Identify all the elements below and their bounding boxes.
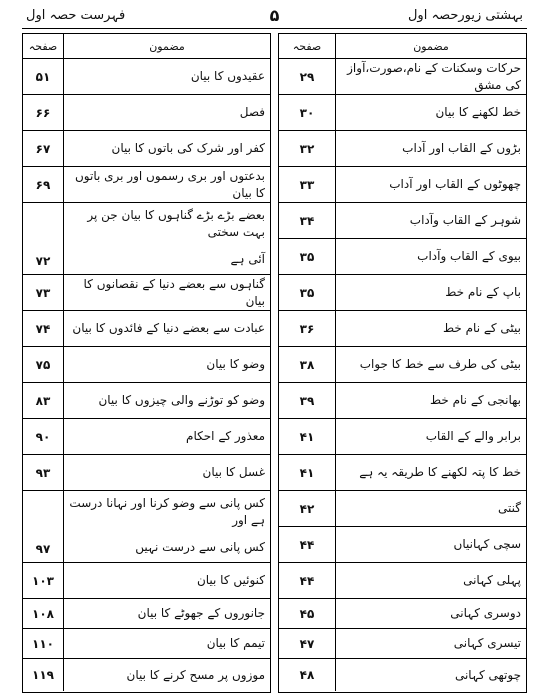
entry-page: ۳۵ [299, 249, 315, 264]
entry-title: کنوئیں کا بیان [196, 573, 265, 587]
table-row [23, 131, 270, 167]
entry-title: خط کا پتہ لکھنے کا طریقہ یہ ہے [359, 465, 521, 479]
entry-page: ۷۴ [35, 321, 51, 336]
entry-title-line-2: کس پانی سے درست نہیں [135, 540, 265, 554]
table-header-row [23, 34, 270, 59]
table-row [279, 659, 526, 691]
entry-title: پہلی کہانی [463, 573, 521, 587]
table-row [279, 383, 526, 419]
entry-title: بدعتوں اور بری رسموں اور بری باتوں کا بیان [74, 168, 265, 200]
entry-title: کفر اور شرک کی باتوں کا بیان [111, 141, 265, 155]
table-row [279, 491, 526, 527]
entry-page: ۴۴ [299, 573, 315, 588]
table-row [23, 275, 270, 311]
entry-title-line-1: کس پانی سے وضو کرنا اور نہانا درست ہے اور [69, 496, 265, 527]
entry-title: بھانجی کے نام خط [429, 393, 521, 407]
entry-page: ۳۴ [299, 213, 315, 228]
table-header-row [279, 34, 526, 59]
contents-table-left [22, 33, 271, 693]
entry-title: خط لکھنے کا بیان [435, 105, 521, 119]
entry-title: فصل [239, 105, 265, 119]
page-number: ۵ [269, 6, 280, 25]
entry-title: بڑوں کے القاب اور آداب [402, 141, 521, 155]
entry-title-line-1: بعضے بڑے بڑے گناہوں کا بیان جن پر بہت سختی [87, 208, 265, 239]
table-row [279, 563, 526, 599]
entry-page: ۳۹ [299, 393, 315, 408]
table-row [279, 347, 526, 383]
entry-page: ۶۷ [35, 141, 51, 156]
table-row [23, 59, 270, 95]
entry-page: ۳۵ [299, 285, 315, 300]
entry-title: موزوں پر مسح کرنے کا بیان [126, 667, 265, 682]
entry-page: ۱۱۰ [32, 636, 54, 651]
entry-title: معذور کے احکام [186, 429, 265, 443]
entry-page: ۱۰۳ [32, 573, 54, 588]
table-row [23, 599, 270, 629]
table-row [23, 419, 270, 455]
entry-page: ۹۷ [35, 542, 51, 556]
table-row [279, 419, 526, 455]
entry-page: ۳۲ [299, 141, 315, 156]
entry-title: دوسری کہانی [450, 606, 521, 620]
entry-page: ۷۵ [35, 357, 51, 372]
entry-page: ۴۴ [299, 537, 315, 552]
entry-page: ۱۰۸ [32, 606, 54, 621]
entry-title: وضو کو توڑنے والی چیزوں کا بیان [98, 393, 265, 407]
table-row [279, 629, 526, 659]
table-row [279, 59, 526, 95]
entry-title: وضو کا بیان [206, 357, 265, 371]
entry-title: تیسری کہانی [453, 636, 521, 650]
page-column-header: صفحہ [292, 39, 322, 53]
entry-title: بیوی کے القاب وآداب [417, 249, 521, 263]
table-row [23, 455, 270, 491]
entry-page: ۶۹ [35, 177, 51, 192]
entry-title: گنتی [498, 501, 521, 515]
table-row [23, 563, 270, 599]
section-title: فہرست حصہ اول [26, 8, 126, 23]
entry-title: گناہوں سے بعضے دنیا کے نقصانوں کا بیان [83, 276, 265, 308]
entry-title: عقیدوں کا بیان [190, 69, 265, 83]
entry-page: ۴۱ [299, 465, 315, 480]
entry-title: سچی کہانیاں [453, 537, 521, 551]
entry-page: ۴۲ [299, 501, 315, 516]
table-row [23, 491, 270, 563]
entry-title: حرکات وسکنات کے نام،صورت،آواز کی مشق [347, 60, 521, 92]
entry-title: جانوروں کے جھوٹے کا بیان [137, 606, 265, 620]
entry-page: ۳۶ [299, 321, 315, 336]
entry-page: ۲۹ [299, 69, 315, 84]
entry-page: ۴۵ [299, 606, 315, 621]
book-title: بہشتی زیورحصہ اول [407, 8, 523, 23]
entry-title: چھوٹوں کے القاب اور آداب [389, 177, 521, 191]
entry-page: ۹۳ [35, 465, 51, 480]
entry-page: ۳۸ [299, 357, 315, 372]
entry-title: بیٹی کی طرف سے خط کا جواب [359, 357, 521, 371]
entry-title: غسل کا بیان [202, 465, 265, 479]
entry-title: برابر والے کے القاب [425, 429, 521, 443]
entry-title [64, 203, 270, 274]
topic-column-header: مضمون [413, 39, 449, 53]
table-row [279, 95, 526, 131]
table-row [279, 527, 526, 563]
entry-page: ۴۷ [299, 636, 315, 651]
entry-title: بیٹی کے نام خط [442, 321, 521, 335]
entry-page: ۱۱۹ [32, 668, 54, 682]
entry-page: ۷۳ [35, 285, 51, 300]
entry-title: عبادت سے بعضے دنیا کے فائدوں کا بیان [72, 321, 265, 335]
entry-page: ۷۲ [35, 254, 51, 268]
entry-title-line-2: آئی ہے [230, 252, 265, 266]
topic-column-header: مضمون [149, 39, 185, 53]
entry-page: ۹۰ [35, 429, 51, 444]
table-row [279, 239, 526, 275]
table-row [279, 167, 526, 203]
table-row [279, 455, 526, 491]
table-row [279, 275, 526, 311]
entry-page: ۶۶ [35, 105, 51, 120]
entry-title: باپ کے نام خط [445, 285, 521, 299]
entry-page: ۳۳ [299, 177, 315, 192]
table-row [23, 383, 270, 419]
running-header [22, 6, 527, 29]
table-row [23, 167, 270, 203]
contents-table-right [278, 33, 527, 693]
page-column-header: صفحہ [28, 39, 58, 53]
table-row [279, 131, 526, 167]
table-row [279, 203, 526, 239]
table-row [23, 95, 270, 131]
entry-title: شوہر کے القاب وآداب [409, 213, 521, 227]
entry-page: ۳۰ [299, 105, 315, 120]
table-row [23, 659, 270, 691]
table-row [279, 599, 526, 629]
table-row [23, 203, 270, 275]
table-row [279, 311, 526, 347]
entry-page: ۸۳ [35, 393, 51, 408]
entry-page: ۴۸ [299, 668, 315, 682]
entry-title: چوتھی کہانی [454, 667, 521, 682]
table-row [23, 347, 270, 383]
entry-page: ۴۱ [299, 429, 315, 444]
entry-title [64, 491, 270, 562]
entry-page: ۵۱ [35, 69, 51, 84]
table-row [23, 311, 270, 347]
table-row [23, 629, 270, 659]
entry-title: تیمم کا بیان [206, 636, 265, 650]
